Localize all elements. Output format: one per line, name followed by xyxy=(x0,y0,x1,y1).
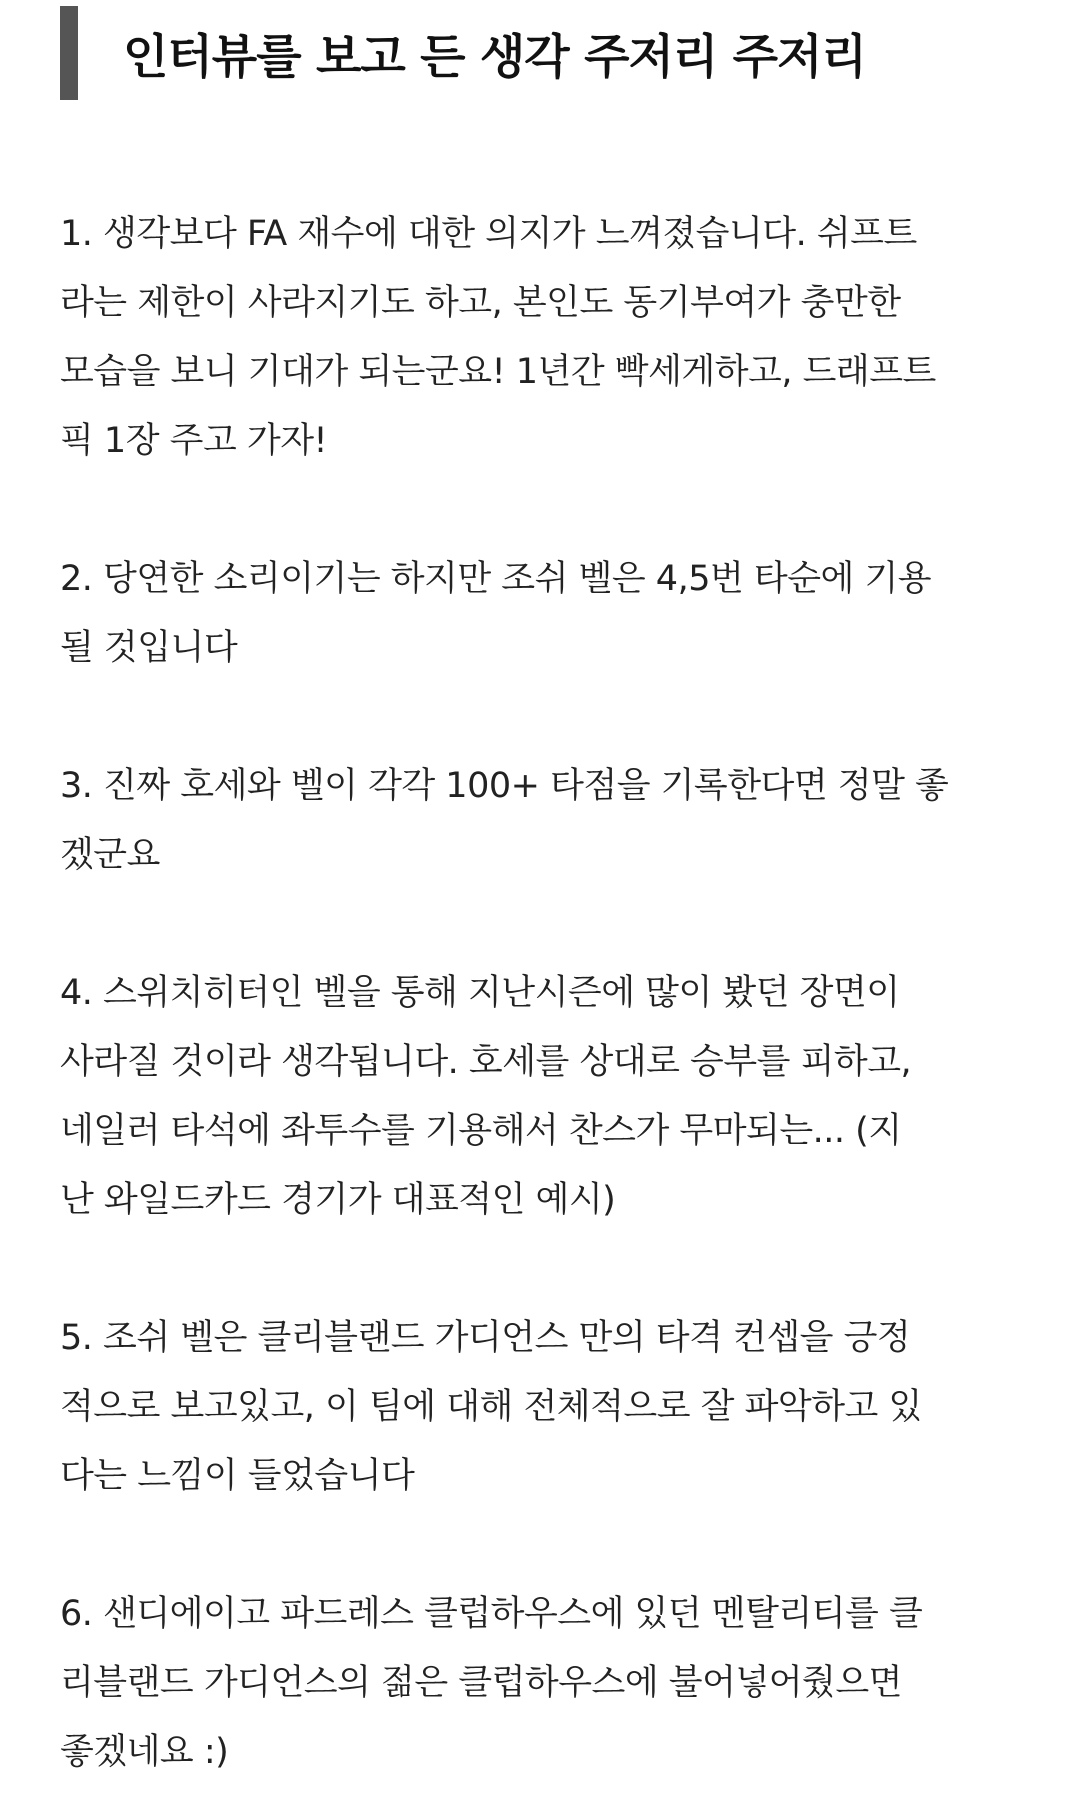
paragraph-line: 좋겠네요 :) xyxy=(60,1732,229,1772)
paragraph-line: 난 와일드카드 경기가 대표적인 예시) xyxy=(60,1180,616,1220)
paragraph-1 xyxy=(60,200,936,476)
paragraph-line: 모습을 보니 기대가 되는군요! 1년간 빡세게하고, 드래프트 xyxy=(60,352,936,392)
paragraph-4 xyxy=(60,959,911,1235)
paragraph-line: 될 것입니다 xyxy=(60,628,238,668)
section-heading xyxy=(60,6,866,100)
paragraph-line: 4. 스위치히터인 벨을 통해 지난시즌에 많이 봤던 장면이 xyxy=(60,973,900,1013)
heading-accent-bar xyxy=(60,6,78,100)
paragraph-line: 5. 조쉬 벨은 클리블랜드 가디언스 만의 타격 컨셉을 긍정 xyxy=(60,1318,911,1358)
paragraph-line: 3. 진짜 호세와 벨이 각각 100+ 타점을 기록한다면 정말 좋 xyxy=(60,766,949,806)
paragraph-line: 픽 1장 주고 가자! xyxy=(60,421,328,461)
paragraph-line: 라는 제한이 사라지기도 하고, 본인도 동기부여가 충만한 xyxy=(60,283,901,323)
paragraph-line: 사라질 것이라 생각됩니다. 호세를 상대로 승부를 피하고, xyxy=(60,1042,912,1082)
paragraph-3 xyxy=(60,752,948,890)
paragraph-line: 리블랜드 가디언스의 젊은 클럽하우스에 불어넣어줬으면 xyxy=(60,1663,902,1703)
paragraph-line: 네일러 타석에 좌투수를 기용해서 찬스가 무마되는... (지 xyxy=(60,1111,902,1151)
paragraph-line: 1. 생각보다 FA 재수에 대한 의지가 느껴졌습니다. 쉬프트 xyxy=(60,214,917,254)
paragraph-line: 겠군요 xyxy=(60,835,160,875)
paragraph-5 xyxy=(60,1304,922,1511)
paragraph-line: 2. 당연한 소리이기는 하지만 조쉬 벨은 4,5번 타순에 기용 xyxy=(60,559,932,599)
paragraph-6 xyxy=(60,1580,922,1787)
heading-title: 인터뷰를 보고 든 생각 주저리 주저리 xyxy=(123,29,866,85)
paragraph-line: 적으로 보고있고, 이 팀에 대해 전체적으로 잘 파악하고 있 xyxy=(60,1387,922,1427)
paragraph-2 xyxy=(60,545,931,683)
paragraph-line: 6. 샌디에이고 파드레스 클럽하우스에 있던 멘탈리티를 클 xyxy=(60,1594,923,1634)
paragraph-line: 다는 느낌이 들었습니다 xyxy=(60,1456,415,1496)
